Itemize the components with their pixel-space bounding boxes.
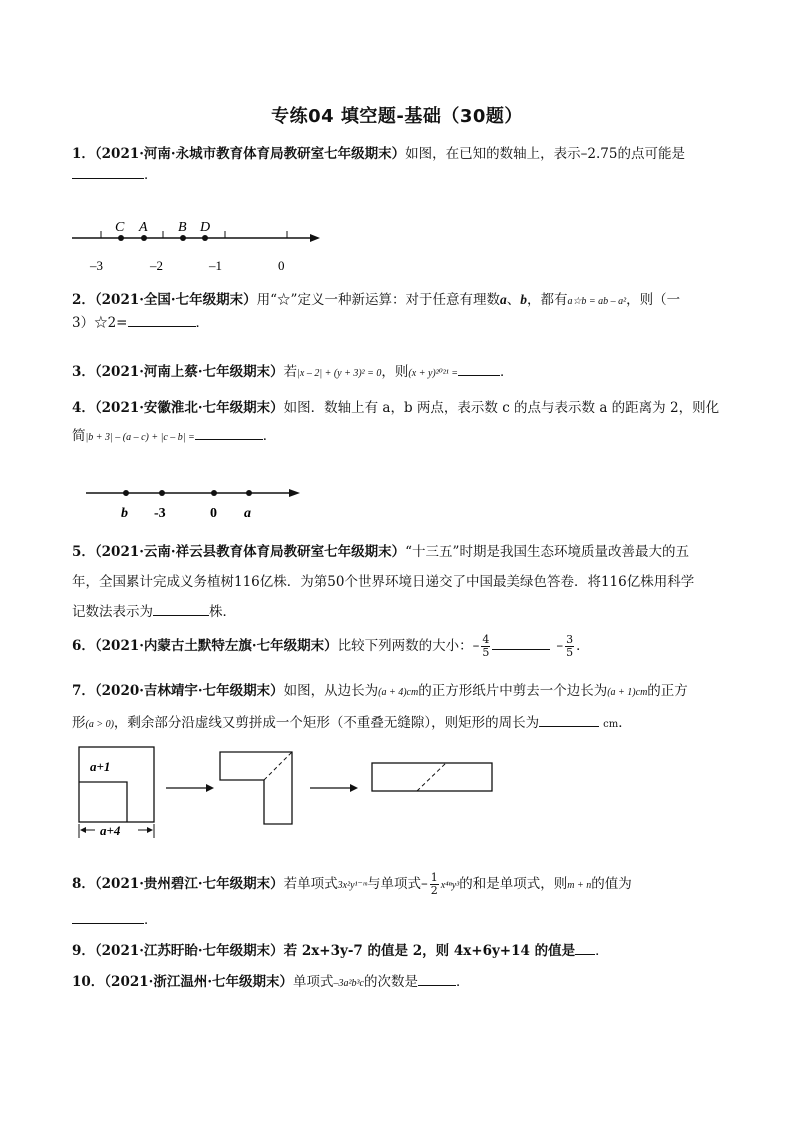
formula: (x + y)²⁰²¹ = (408, 368, 458, 379)
denominator: 5 (566, 646, 574, 659)
question-number: 4． (72, 400, 95, 416)
question-source: （2021·江苏盱眙·七年级期末） (94, 943, 284, 959)
question-text: 简 (72, 428, 86, 444)
question-source: （2021·河南·永城市教育体育局教研室七年级期末） (94, 146, 406, 162)
label-a-plus-4: a+4 (100, 823, 121, 838)
question-source: （2021·贵州碧江·七年级期末） (94, 876, 284, 892)
question-number: 6． (72, 638, 95, 654)
point-label-a: a (244, 506, 251, 521)
denominator: 5 (482, 646, 490, 659)
math-var: a (499, 292, 507, 307)
question-number: 5． (72, 544, 95, 560)
question-source: （2020·吉林靖宇·七年级期末） (94, 683, 284, 699)
answer-blank[interactable] (539, 712, 599, 727)
question-text: ，则 (381, 364, 409, 380)
fraction (430, 872, 439, 897)
fraction (481, 634, 490, 659)
question-8 (72, 867, 724, 937)
question-tail: ． (576, 638, 590, 654)
question-5 (72, 537, 724, 627)
question-tail: ． (595, 943, 609, 959)
question-tail: ． (262, 428, 277, 444)
question-number: 2． (72, 292, 95, 308)
question-tail: ． (499, 364, 514, 380)
question-text: 的次数是 (363, 974, 418, 990)
tick-label: –3 (90, 258, 103, 273)
denominator: 2 (430, 884, 438, 897)
question-tail: ． (195, 315, 209, 331)
minus-sign: – (556, 638, 564, 654)
question-source: （2021·云南·祥云县教育体育局教研室七年级期末） (94, 544, 406, 560)
question-6 (72, 634, 724, 659)
question-text: 年，全国累计完成义务植树116亿株．为第50个世界环境日递交了中国最美绿色答卷．将116亿株用科学 (72, 574, 695, 590)
question-text: 如图，在已知的数轴上，表示–2.75的点可能是 (405, 146, 685, 162)
question-tail: ． (618, 715, 632, 731)
question-1 (72, 144, 724, 185)
question-text: 用“☆”定义一种新运算：对于任意有理数 (256, 292, 500, 308)
question-tail: ． (455, 974, 470, 990)
question-text: 若单项式 (283, 876, 338, 892)
question-tail: 株． (209, 604, 236, 620)
question-number: 1． (72, 146, 95, 162)
point-label-d: D (200, 220, 211, 235)
fraction (565, 634, 574, 659)
minus-sign: – (472, 638, 480, 654)
question-number: 10． (72, 974, 105, 990)
question-text: 的正方形纸片中剪去一个边长为 (418, 683, 608, 699)
answer-blank[interactable] (418, 971, 456, 986)
question-source: （2021·安徽淮北·七年级期末） (94, 400, 284, 416)
question-text: 形 (72, 715, 86, 731)
number-line-figure-1 (70, 214, 330, 278)
answer-blank[interactable] (128, 312, 196, 327)
tick-label: –2 (150, 258, 163, 273)
question-text: 记数法表示为 (72, 604, 153, 620)
question-text: 的正方 (647, 683, 688, 699)
cut-and-rearrange-figure (70, 740, 510, 840)
question-tail: ． (144, 912, 158, 928)
point-label-0: 0 (210, 506, 217, 521)
point-label-minus-3: -3 (154, 506, 166, 521)
question-9 (72, 940, 724, 961)
question-text: 比较下列两数的大小： (337, 638, 473, 654)
answer-blank[interactable] (72, 164, 144, 179)
question-number: 3． (72, 364, 95, 380)
point-label-b: B (178, 220, 187, 235)
answer-blank[interactable] (153, 601, 209, 616)
question-number: 7． (72, 683, 95, 699)
question-3 (72, 361, 724, 384)
question-text: 单项式 (293, 974, 334, 990)
question-tail: ． (144, 167, 158, 183)
expression: (a + 4)cm (378, 687, 419, 698)
point-label-a: A (139, 220, 148, 235)
number-line-figure-4 (84, 480, 314, 522)
question-source: （2021·内蒙古土默特左旗·七年级期末） (94, 638, 338, 654)
question-source: （2021·河南上蔡·七年级期末） (94, 364, 284, 380)
expression: m + n (567, 880, 592, 891)
minus-sign: – (420, 876, 428, 892)
numerator: 3 (566, 633, 574, 646)
unit: cm (603, 719, 619, 730)
label-a-plus-1: a+1 (90, 759, 111, 774)
question-number: 9． (72, 943, 95, 959)
formula: a☆b = ab – a² (567, 296, 627, 307)
point-label-b: b (121, 506, 128, 521)
numerator: 1 (430, 871, 438, 884)
tick-label: 0 (278, 258, 285, 273)
monomial: –3a²b³c (333, 978, 364, 989)
question-text: “十三五”时期是我国生态环境质量改善最大的五 (405, 544, 689, 560)
formula: |x – 2| + (y + 3)² = 0 (297, 368, 382, 379)
point-label-c: C (115, 220, 125, 235)
question-text: ，都有 (526, 292, 568, 308)
question-source: （2021·浙江温州·七年级期末） (104, 974, 294, 990)
question-text: 、 (506, 292, 521, 308)
math-var: b (520, 292, 527, 307)
numerator: 4 (482, 633, 490, 646)
expression: (a + 1)cm (607, 687, 648, 698)
answer-blank[interactable] (195, 425, 263, 440)
question-number: 8． (72, 876, 95, 892)
question-text: 若 (283, 364, 298, 380)
question-text: ，剩余部分沿虚线又剪拼成一个矩形（不重叠无缝隙），则矩形的周长为 (113, 715, 540, 731)
question-text: 如图．数轴上有 a，b 两点，表示数 c 的点与表示数 a 的距离为 2，则化 (283, 400, 720, 416)
formula: |b + 3| – (a – c) + |c – b| = (85, 432, 195, 443)
question-text: 若 2x+3y-7 的值是 2，则 4x+6y+14 的值是 (283, 943, 576, 959)
page-title: 专练04 填空题-基础（30题） (271, 106, 523, 127)
question-source: （2021·全国·七年级期末） (94, 292, 257, 308)
question-2 (72, 290, 724, 333)
tick-label: –1 (209, 258, 222, 273)
question-10 (72, 971, 724, 994)
question-4 (72, 398, 724, 448)
question-text: 与单项式 (366, 876, 421, 892)
monomial: 3x²y¹⁻ᵐ (337, 880, 367, 891)
answer-blank[interactable] (492, 635, 550, 650)
question-text: 的和是单项式，则 (459, 876, 568, 892)
question-text: 的值为 (591, 876, 632, 892)
expression: (a > 0) (85, 719, 114, 730)
answer-blank[interactable] (575, 940, 595, 955)
question-text: 3）☆2= (72, 315, 128, 331)
answer-blank[interactable] (72, 909, 144, 924)
question-text: ，则（一 (626, 292, 681, 308)
question-7 (72, 676, 724, 740)
monomial: x⁴ⁿy³ (440, 880, 460, 891)
answer-blank[interactable] (458, 361, 500, 376)
question-text: 如图，从边长为 (283, 683, 379, 699)
